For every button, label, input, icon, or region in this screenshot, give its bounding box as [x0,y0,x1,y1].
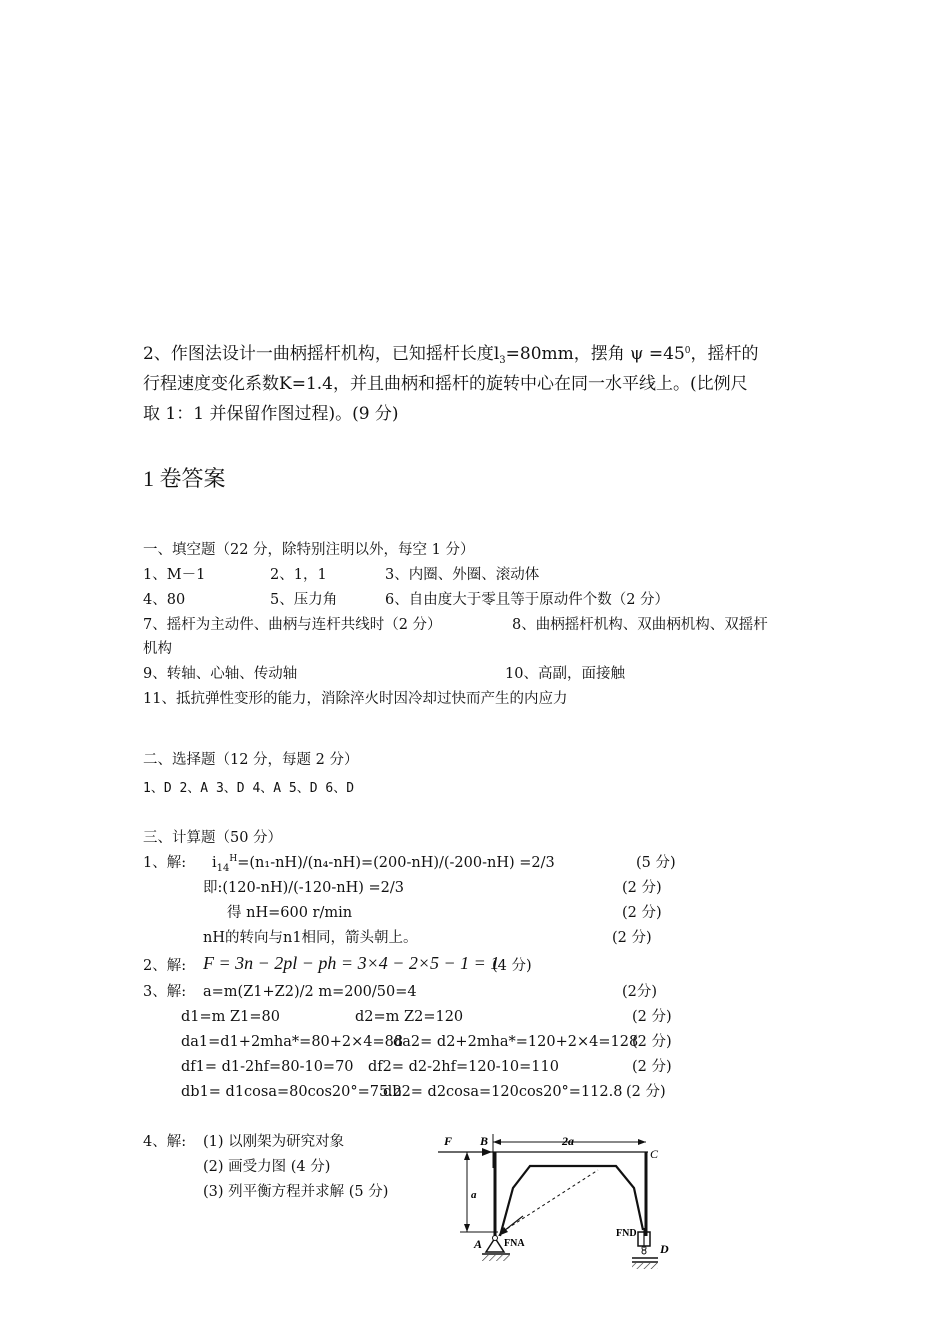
c3-line-3a: da1=d1+2mha*=80+2×4=88 [181,1034,404,1050]
s1-a8-cont: 机构 [143,641,172,657]
c1-ratio: $i_{14}^H=(n_1-nH)/(n_4-nH)=(200-nH)/(-200-nH) =2/3$ [212,854,555,874]
s1-a5: 5、压力角 [270,592,338,608]
c3-label: 3、解: [143,984,187,1000]
s1-a9: 9、转轴、心轴、传动轴 [143,666,298,682]
dim-arrow-left [493,1139,501,1145]
s1-heading: 一、填空题（22 分，除特别注明以外，每空 1 分） [143,542,475,558]
c3-line-4b: df2= d2-2hf=120-10=110 [368,1059,559,1075]
s1-a1: 1、M－1 [143,567,206,583]
c3-line-5a: db1= d1cosa=80cos20°=75.2 [181,1084,403,1100]
c4-line-3: (3) 列平衡方程并求解 (5 分) [203,1184,389,1200]
s1-a11: 11、抵抗弹性变形的能力，消除淬火时因冷却过快而产生的内应力 [143,691,568,707]
c3-line-2a: d1=m Z1=80 [181,1009,280,1025]
c1-line-3: 得 nH=600 r/min [227,905,353,921]
c4-line-2: (2) 画受力图 (4 分) [203,1159,331,1175]
c3-line-1: a=m(Z1+Z2)/2 m=200/50=4 [203,984,417,1000]
s1-a2: 2、1，1 [270,567,327,583]
label-a-dim: a [471,1189,477,1201]
c1-score-1: (5 分) [636,855,676,871]
label-2a: 2a [562,1134,574,1148]
c3-line-2b: d2=m Z2=120 [355,1009,464,1025]
s2-heading: 二、选择题（12 分，每题 2 分） [143,752,359,768]
c2-label: 2、解: [143,958,187,974]
c3-line-3b: da2= d2+2mha*=120+2×4=128 [393,1034,639,1050]
label-d: D [660,1242,669,1256]
s1-a8: 8、曲柄摇杆机构、双曲柄机构、双摇杆 [512,617,768,633]
label-fna: FNA [504,1238,525,1249]
label-c: C [650,1147,659,1161]
c3-line-4a: df1= d1-2hf=80-10=70 [181,1059,354,1075]
s3-heading: 三、计算题（50 分） [143,830,283,846]
c2-formula: F = 3n − 2pl − ph = 3×4 − 2×5 − 1 = 1 [203,953,500,973]
s1-a3: 3、内圈、外圈、滚动体 [385,567,540,583]
c4-line-1: (1) 以刚架为研究对象 [203,1134,345,1150]
q2-line-1: 2、作图法设计一曲柄摇杆机构，已知摇杆长度$l_3=80mm$，摆角 $\psi =45^0$，摇杆的 [143,344,759,366]
s2-answers: 1、D 2、A 3、D 4、A 5、D 6、D [143,781,355,796]
dim-arrow-right [638,1139,646,1145]
label-f: F [444,1134,453,1148]
c1-score-2: (2 分) [622,880,662,896]
c3-score-4: (2 分) [632,1059,672,1075]
s1-a7: 7、摇杆为主动件、曲柄与连杆共线时（2 分） [143,617,442,633]
s1-a4: 4、80 [143,592,186,608]
c3-score-3: (2 分) [632,1034,672,1050]
q2-line-2: 行程速度变化系数K=1.4，并且曲柄和摇杆的旋转中心在同一水平线上。(比例尺 [143,374,748,394]
c3-line-5b: db2= d2cosa=120cos20°=112.8 [383,1084,623,1100]
answer-title: 1 卷答案 [143,466,226,491]
bent-frame [500,1166,643,1236]
c2-score: (4 分) [492,958,532,974]
c1-label: 1、解: [143,855,187,871]
c1-score-3: (2 分) [622,905,662,921]
s1-a6: 6、自由度大于零且等于原动件个数（2 分） [385,592,670,608]
c4-label: 4、解: [143,1134,187,1150]
c3-score-1: (2分) [622,984,658,1000]
dashed-line [502,1170,598,1232]
frame-force-diagram [438,1128,678,1278]
s1-a10: 10、高副，面接触 [505,666,625,682]
c1-line-4: nH的转向与n1相同，箭头朝上。 [203,930,418,946]
force-arrow [482,1148,492,1156]
label-fnd: FND [616,1228,637,1239]
q2-line-3: 取 1：1 并保留作图过程)。(9 分) [143,404,399,424]
c1-score-4: (2 分) [612,930,652,946]
c3-score-5: (2 分) [626,1084,666,1100]
label-a: A [474,1237,483,1251]
label-b: B [480,1134,489,1148]
c1-line-2: 即:(120-nH)/(-120-nH) =2/3 [203,880,405,896]
c3-score-2: (2 分) [632,1009,672,1025]
